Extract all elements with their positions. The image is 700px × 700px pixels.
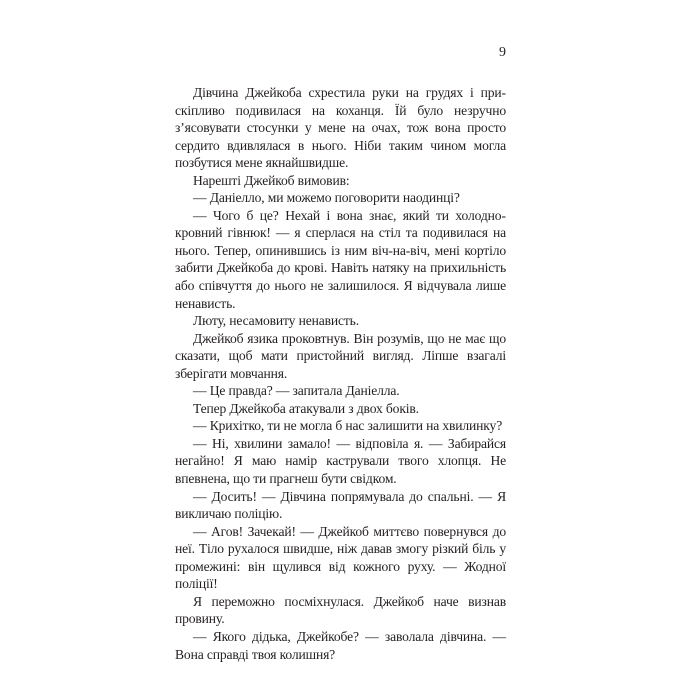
paragraph: Я переможно посміхнулася. Джейкоб наче визнав провину.	[175, 593, 506, 627]
paragraph: Нарешті Джейкоб вимовив:	[193, 172, 350, 188]
paragraph: Тепер Джейкоба атакували з двох боків.	[193, 400, 419, 416]
body-text	[175, 84, 506, 663]
paragraph: — Крихітко, ти не могла б нас залишити на хвилинку?	[193, 418, 503, 434]
paragraph: Люту, несамовиту ненависть.	[193, 313, 359, 329]
paragraph: Дівчина Джейкоба схрестила руки на грудях і прискіпливо подивилася на коханця. Їй було незручно з’ясовувати стосунки у мене на очах, тож вона просто сердито вдивлялася в нього. Ніби таким чином могла позбутися мене якнайшвидше.	[175, 85, 506, 171]
paragraph: — Агов! Зачекай! — Джейкоб миттєво повернувся до неї. Тіло рухалося швидше, ніж давав змогу різкий біль у промежині: він щулився від кожного руху. — Жодної поліції!	[175, 523, 506, 592]
paragraph: — Це правда? — запитала Даніелла.	[193, 383, 400, 399]
paragraph: — Чого б це? Нехай і вона знає, який ти холоднокровний гівнюк! — я сперлася на стіл та подивилася на нього. Тепер, опинившись із ним віч-на-віч, мені кортіло забити Джейкоба до крові. Навіть натяку на прихильність або співчуття до нього не залишилося. Я відчувала лише ненависть.	[175, 207, 506, 311]
paragraph: — Досить! — Дівчина попрямувала до спальні. — Я викличаю поліцію.	[175, 488, 506, 522]
paragraph: — Ні, хвилини замало! — відповіла я. — Забирайся негайно! Я маю намір кастрували твого хлопця. Не впевнена, що ти прагнеш бути свідком.	[175, 435, 506, 487]
paragraph: — Якого дідька, Джейкобе? — заволала дівчина. — Вона справді твоя колишня?	[175, 628, 506, 662]
page-number: 9	[499, 45, 506, 60]
paragraph: Джейкоб язика проковтнув. Він розумів, що не має що сказати, щоб мати пристойний вигляд. Ліпше взагалі зберігати мовчання.	[175, 330, 506, 381]
paragraph: — Даніелло, ми можемо поговорити наодинці?	[193, 190, 460, 206]
